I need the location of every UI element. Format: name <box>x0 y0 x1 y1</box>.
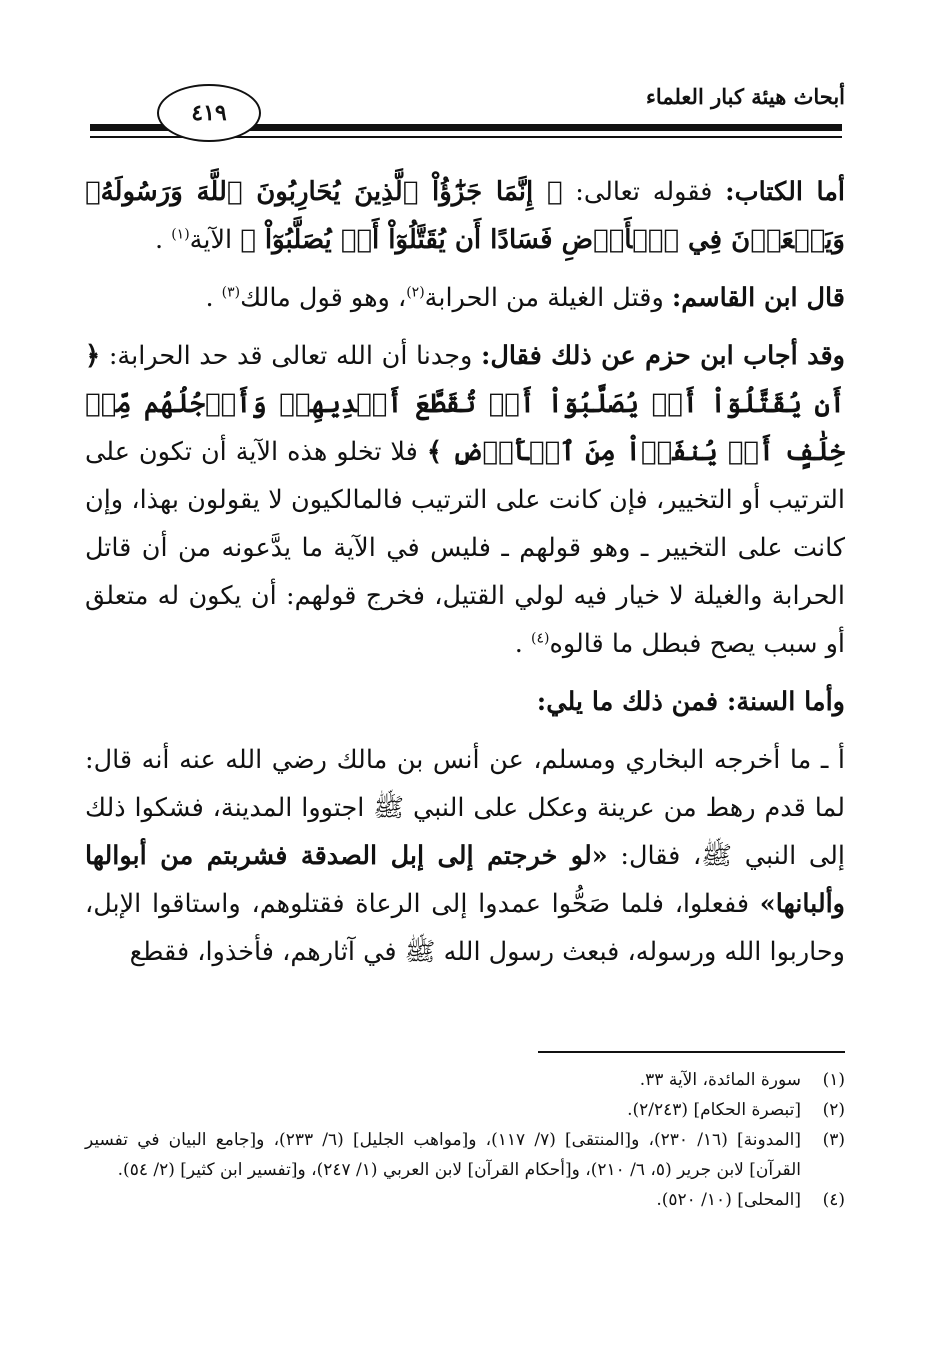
paragraph-ibn-hazm <box>85 332 845 668</box>
paragraph-hadith <box>85 736 845 976</box>
footnote-text: سورة المائدة، الآية ٣٣. <box>639 1070 801 1090</box>
footnote-text: [المدونة] (١٦/ ٢٣٠)، و[المنتقى] (٧/ ١١٧)، و[مواهب الجليل] (٦/ ٢٣٣)، و[جامع البيان في تفسير القرآن] لابن جرير (٥، ٦/ ٢١٠)، و[أحكام القرآن] لابن العربي (١/ ٢٤٧)، و[تفسير ابن كثير] (٢/ ٥٤). <box>85 1130 801 1180</box>
paragraph-ibn-qasim <box>85 274 845 322</box>
footnote-ref[interactable]: (١) <box>171 226 190 243</box>
footnote-item <box>85 1065 845 1095</box>
footnote-separator <box>538 1051 845 1053</box>
paragraph-lead: وقد أجاب ابن حزم عن ذلك فقال: <box>480 341 845 371</box>
footnote-number: (٣) <box>822 1130 845 1150</box>
hadith-quote: «لو خرجتم إلى إبل الصدقة فشربتم من أبوالها وألبانها» <box>85 841 845 919</box>
footnotes <box>85 1065 845 1215</box>
footnote-item <box>85 1125 845 1185</box>
page-number: ٤١٩ <box>157 84 261 142</box>
paragraph-text: . <box>154 225 172 255</box>
paragraph-text: فلا تخلو هذه الآية أن تكون على الترتيب أو التخيير، فإن كانت على الترتيب فالمالكيون لا يقولون بهذا، وإن كانت على التخيير ـ وهو قولهم ـ فليس في الآية ما يدَّعونه من أن قاتل الحرابة والغيلة لا خيار فيه لولي القتيل، فخرج قولهم: أن يكون له متعلق أو سبب يصح فبطل ما قالوه <box>85 437 845 659</box>
paragraph-text: ، وهو قول مالك <box>240 283 407 313</box>
paragraph-text: ففعلوا، فلما صَحُّوا عمدوا إلى الرعاة فقتلوهم، واستاقوا الإبل، وحاربوا الله ورسوله، فبعث رسول الله ﷺ في آثارهم، فأخذوا، فقطع <box>85 889 845 967</box>
footnote-item <box>85 1095 845 1125</box>
paragraph-lead: أما الكتاب: <box>725 177 845 207</box>
footnote-text: [تبصرة الحكام] (٢/٢٤٣). <box>627 1100 801 1120</box>
paragraph-sunnah-heading <box>85 678 845 726</box>
footnote-ref[interactable]: (٢) <box>406 284 425 301</box>
paragraph-text: وقتل الغيلة من الحرابة <box>424 283 672 313</box>
paragraph-text: وجدنا أن الله تعالى قد حد الحرابة: <box>100 341 481 371</box>
footnote-ref[interactable]: (٣) <box>221 284 241 301</box>
paragraph-lead: قال ابن القاسم: <box>671 283 845 313</box>
footnote-text: [المحلى] (١٠/ ٥٢٠). <box>656 1190 801 1210</box>
footnote-number: (١) <box>822 1070 845 1090</box>
paragraph-quran-citation <box>85 168 845 264</box>
paragraph-text: فقوله تعالى: <box>562 177 726 207</box>
paragraph-text: . <box>205 283 222 313</box>
paragraph-text: فمن ذلك ما يلي: <box>536 687 727 717</box>
main-text <box>85 168 845 986</box>
paragraph-lead: وأما السنة: <box>726 687 845 717</box>
footnote-number: (٢) <box>822 1100 845 1120</box>
paragraph-text: أ ـ ما أخرجه البخاري ومسلم، عن أنس بن مالك رضي الله عنه أنه قال: لما قدم رهط من عرينة وعكل على النبي ﷺ اجتووا المدينة، فشكوا ذلك إلى النبي ﷺ، فقال: <box>85 745 845 871</box>
quran-verse: ﴿ أَن يُقَتَّلُوٓاْ أَوۡ يُصَلَّبُوٓاْ أَوۡ تُقَطَّعَ أَيۡدِيهِمۡ وَأَرۡجُلُهُم مِّنۡ خِلَٰفٍ أَوۡ يُنفَوۡاْ مِنَ ٱلۡأَرۡضِ ﴾ <box>85 341 845 467</box>
paragraph-text: الآية <box>189 225 241 255</box>
paragraph-text: . <box>514 629 532 659</box>
footnote-ref[interactable]: (٤) <box>531 630 550 647</box>
footnote-number: (٤) <box>822 1190 845 1210</box>
footnote-item <box>85 1185 845 1215</box>
running-title: أبحاث هيئة كبار العلماء <box>646 84 845 109</box>
quran-verse: ﴿ إِنَّمَا جَزَٰٓؤُاْ ٱلَّذِينَ يُحَارِبُونَ ٱللَّهَ وَرَسُولَهُۥ وَيَسۡعَوۡنَ فِي ٱلۡأَرۡضِ فَسَادًا أَن يُقَتَّلُوٓاْ أَوۡ يُصَلَّبُوٓاْ ﴾ <box>85 177 845 255</box>
